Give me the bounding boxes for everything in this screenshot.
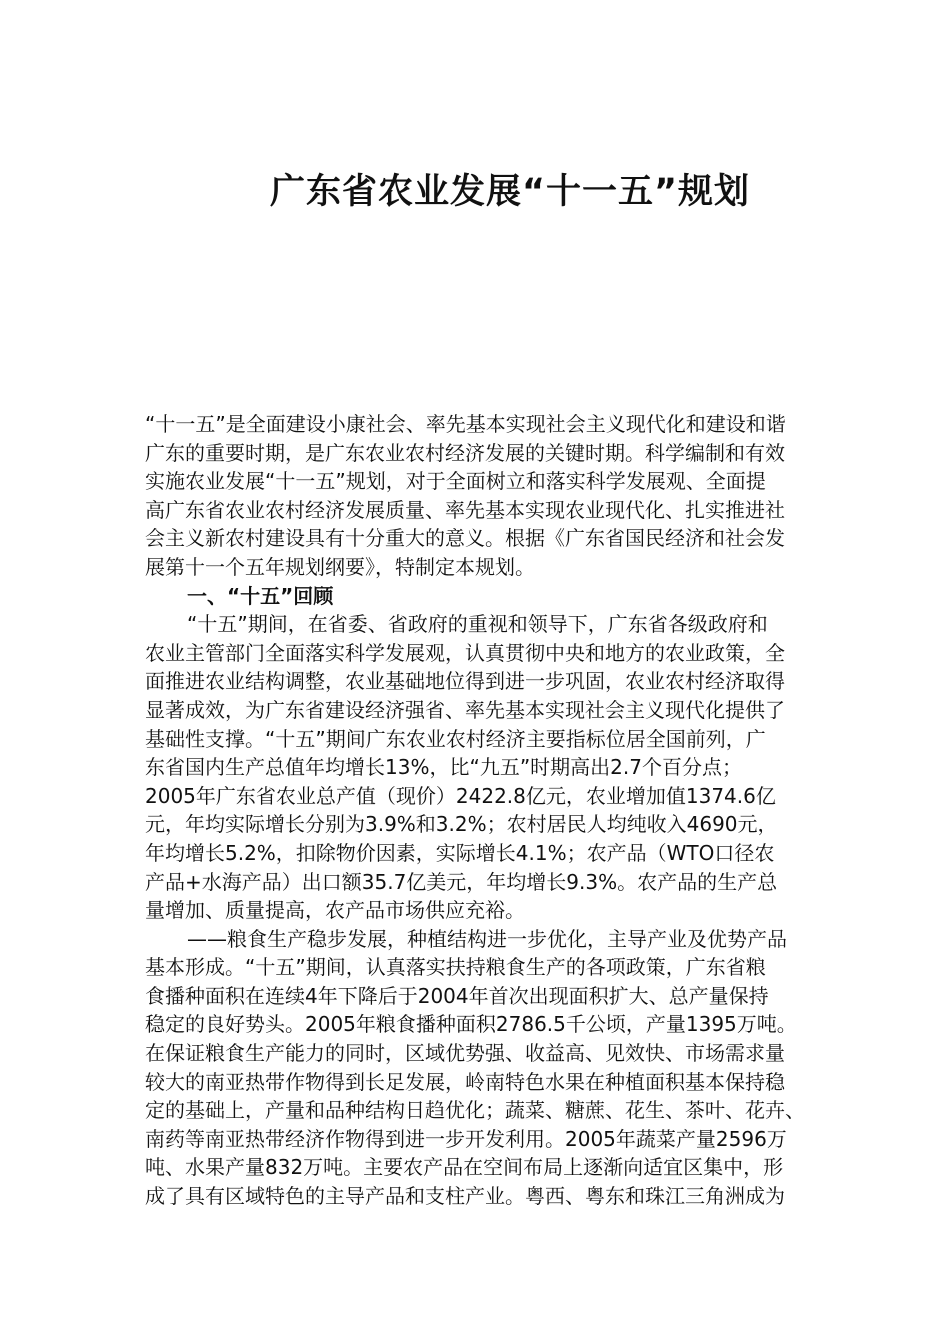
text-line: 定的基础上，产量和品种结构日趋优化；蔬菜、糖蔗、花生、茶叶、花卉、 xyxy=(145,1098,805,1123)
text-line: “十一五”是全面建设小康社会、率先基本实现社会主义现代化和建设和谐 xyxy=(145,412,786,436)
text-line: 吨、水果产量832万吨。主要农产品在空间布局上逐渐向适宜区集中，形 xyxy=(145,1155,784,1180)
text-line: 南药等南亚热带经济作物得到进一步开发利用。2005年蔬菜产量2596万 xyxy=(145,1126,787,1151)
text-line: 实施农业发展“十一五”规划，对于全面树立和落实科学发展观、全面提 xyxy=(145,469,766,494)
text-line: 量增加、质量提高，农产品市场供应充裕。 xyxy=(145,898,525,923)
text-line: 2005年广东省农业总产值（现价）2422.8亿元，农业增加值1374.6亿 xyxy=(145,783,776,808)
text-line: 较大的南亚热带作物得到长足发展，岭南特色水果在种植面积基本保持稳 xyxy=(145,1069,785,1094)
text-line: 稳定的良好势头。2005年粮食播种面积2786.5千公顷，产量1395万吨。 xyxy=(145,1012,797,1037)
text-line: 基本形成。“十五”期间，认真落实扶持粮食生产的各项政策，广东省粮 xyxy=(145,955,766,980)
text-line: 会主义新农村建设具有十分重大的意义。根据《广东省国民经济和社会发 xyxy=(145,526,785,551)
text-line: 面推进农业结构调整，农业基础地位得到进一步巩固，农业农村经济取得 xyxy=(145,669,785,694)
text-line: 农业主管部门全面落实科学发展观，认真贯彻中央和地方的农业政策，全 xyxy=(145,640,785,665)
text-line: 显著成效，为广东省建设经济强省、率先基本实现社会主义现代化提供了 xyxy=(145,697,785,722)
text-line: “十五”期间，在省委、省政府的重视和领导下，广东省各级政府和 xyxy=(187,612,768,637)
text-line: 展第十一个五年规划纲要》，特制定本规划。 xyxy=(145,554,535,579)
section-heading: 一、“十五”回顾 xyxy=(187,583,334,608)
document-body xyxy=(145,410,905,1211)
text-line: ——粮食生产稳步发展，种植结构进一步优化，主导产业及优势产品 xyxy=(187,926,787,951)
text-line: 元，年均实际增长分别为3.9%和3.2%；农村居民人均纯收入4690元， xyxy=(145,812,778,837)
text-line: 基础性支撑。“十五”期间广东农业农村经济主要指标位居全国前列，广 xyxy=(145,726,766,751)
text-line: 在保证粮食生产能力的同时，区域优势强、收益高、见效快、市场需求量 xyxy=(145,1041,785,1066)
text-line: 高广东省农业农村经济发展质量、率先基本实现农业现代化、扎实推进社 xyxy=(145,497,785,522)
document-title: 广东省农业发展“十一五”规划 xyxy=(269,172,750,212)
text-line: 成了具有区域特色的主导产品和支柱产业。粤西、粤东和珠江三角洲成为 xyxy=(145,1184,785,1209)
text-line: 食播种面积在连续4年下降后于2004年首次出现面积扩大、总产量保持 xyxy=(145,983,769,1008)
text-line: 东省国内生产总值年均增长13%，比“九五”时期高出2.7个百分点； xyxy=(145,755,742,780)
text-line: 产品+水海产品）出口额35.7亿美元，年均增长9.3%。农产品的生产总 xyxy=(145,869,778,894)
text-line: 广东的重要时期，是广东农业农村经济发展的关键时期。科学编制和有效 xyxy=(145,440,785,465)
text-line: 年均增长5.2%，扣除物价因素，实际增长4.1%；农产品（WTO口径农 xyxy=(145,840,775,865)
